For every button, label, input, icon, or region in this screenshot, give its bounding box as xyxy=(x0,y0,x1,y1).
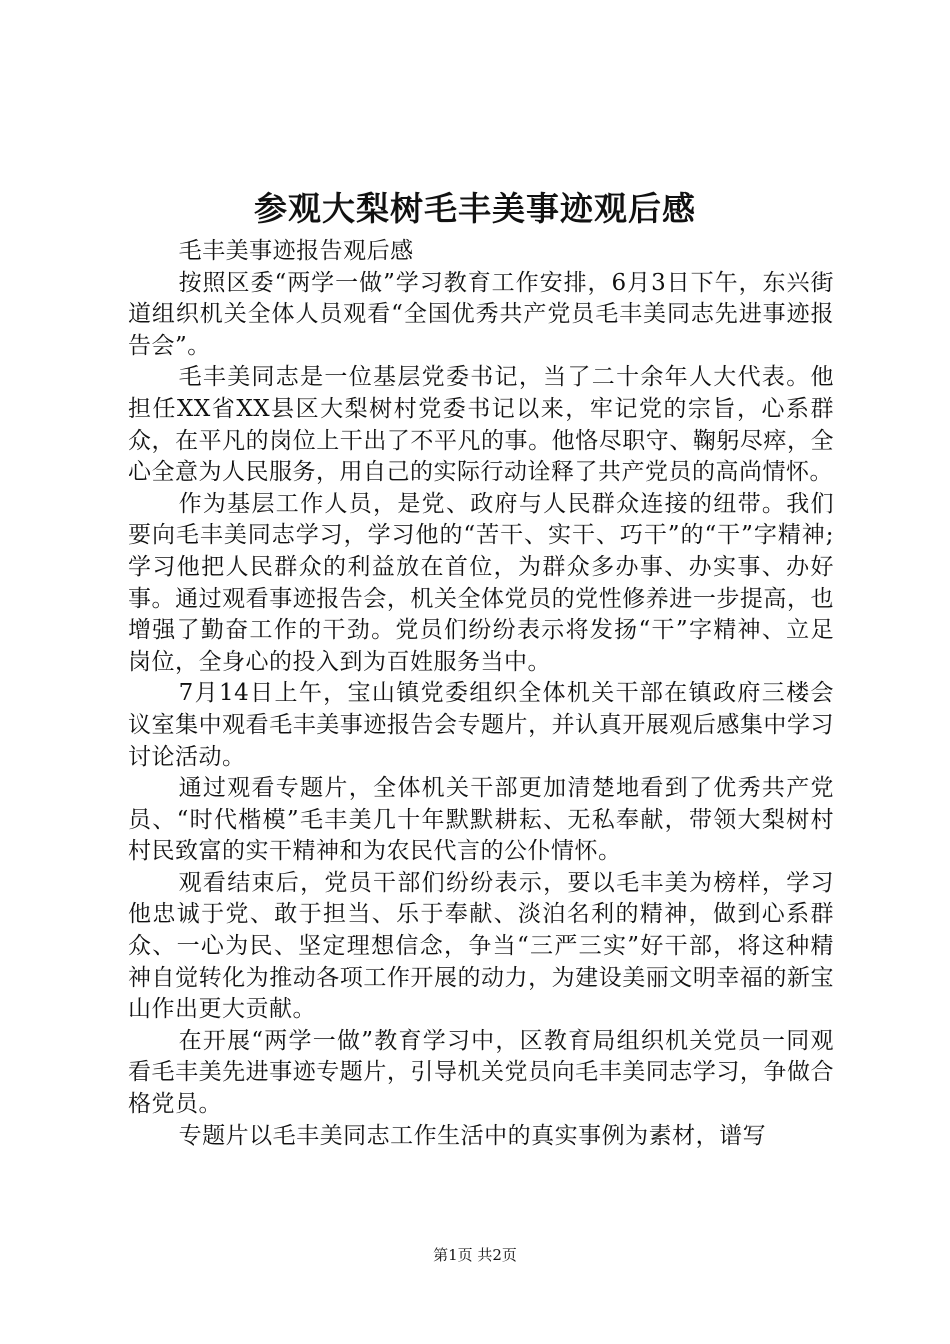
paragraph: 毛丰美同志是一位基层党委书记，当了二十余年人大代表。他担任XX省XX县区大梨树村党委书记以来，牢记党的宗旨，心系群众，在平凡的岗位上干出了不平凡的事。他恪尽职守、鞠躬尽瘁，全心全意为人民服务，用自己的实际行动诠释了共产党员的高尚情怀。 xyxy=(128,364,834,486)
paragraph: 按照区委“两学一做”学习教育工作安排，6月3日下午，东兴街道组织机关全体人员观看“全国优秀共产党员毛丰美同志先进事迹报告会”。 xyxy=(128,269,834,359)
paragraph: 在开展“两学一做”教育学习中，区教育局组织机关党员一同观看毛丰美先进事迹专题片，引导机关党员向毛丰美同志学习，争做合格党员。 xyxy=(128,1027,834,1118)
document-body xyxy=(128,236,834,1152)
paragraph: 观看结束后，党员干部们纷纷表示，要以毛丰美为榜样，学习他忠诚于党、敢于担当、乐于奉献、淡泊名利的精神，做到心系群众、一心为民、坚定理想信念，争当“三严三实”好干部，将这种精神自觉转化为推动各项工作开展的动力，为建设美丽文明幸福的新宝山作出更大贡献。 xyxy=(128,869,834,1023)
paragraph-subtitle: 毛丰美事迹报告观后感 xyxy=(178,238,414,264)
paragraph: 专题片以毛丰美同志工作生活中的真实事例为素材，谱写 xyxy=(178,1122,767,1149)
paragraph: 7月14日上午，宝山镇党委组织全体机关干部在镇政府三楼会议室集中观看毛丰美事迹报告会专题片，并认真开展观后感集中学习讨论活动。 xyxy=(128,680,834,770)
paragraph: 通过观看专题片，全体机关干部更加清楚地看到了优秀共产党员、“时代楷模”毛丰美几十年默默耕耘、无私奉献，带领大梨树村村民致富的实干精神和为农民代言的公仆情怀。 xyxy=(128,775,834,865)
page-footer: 第1页 共2页 xyxy=(433,1246,517,1264)
document-title: 参观大梨树毛丰美事迹观后感 xyxy=(254,189,696,228)
paragraph: 作为基层工作人员，是党、政府与人民群众连接的纽带。我们要向毛丰美同志学习，学习他的“苦干、实干、巧干”的“干”字精神;学习他把人民群众的利益放在首位，为群众多办事、办实事、办好事。通过观看事迹报告会，机关全体党员的党性修养进一步提高，也增强了勤奋工作的干劲。党员们纷纷表示将发扬“干”字精神、立足岗位，全身心的投入到为百姓服务当中。 xyxy=(128,490,834,675)
